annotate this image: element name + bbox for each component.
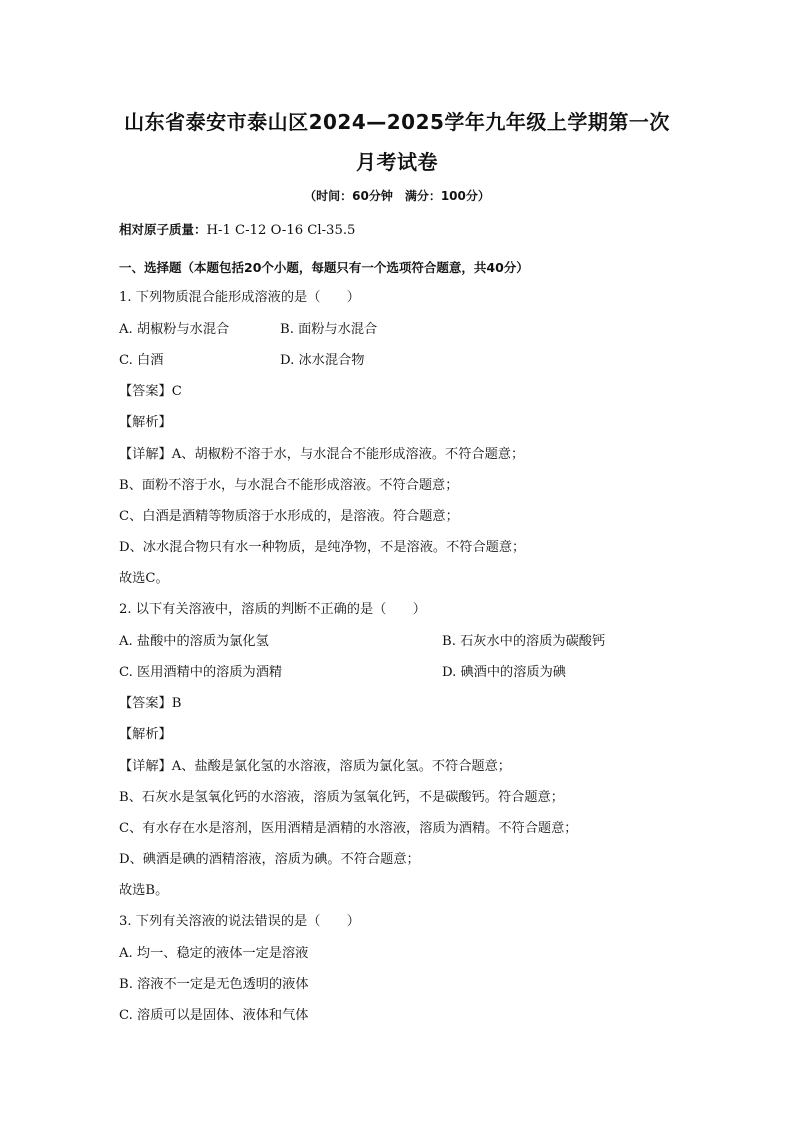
q1-conclusion: 故选C。 bbox=[119, 571, 169, 586]
q1-option-d: D. 冰水混合物 bbox=[280, 353, 365, 368]
q2-detail: 【详解】A、盐酸是氯化氢的水溶液，溶质为氯化氢。不符合题意； bbox=[119, 759, 511, 774]
q2-conclusion: 故选B。 bbox=[119, 883, 169, 898]
q1-analysis: 【解析】 bbox=[119, 415, 172, 430]
q1-detail: 【详解】A、胡椒粉不溶于水，与水混合不能形成溶液。不符合题意； bbox=[119, 447, 525, 462]
page-title-line1: 山东省泰安市泰山区2024—2025学年九年级上学期第一次 bbox=[124, 110, 670, 134]
q3-option-c: C. 溶质可以是固体、液体和气体 bbox=[119, 1008, 309, 1023]
q3-option-b: B. 溶液不一定是无色透明的液体 bbox=[119, 977, 309, 992]
section-title: 一、选择题（本题包括20个小题，每题只有一个选项符合题意，共40分） bbox=[119, 260, 529, 275]
q1-stem: 1. 下列物质混合能形成溶液的是（ ） bbox=[119, 290, 360, 305]
atomic-mass-values: H-1 C-12 O-16 Cl-35.5 bbox=[206, 223, 356, 238]
q2-option-d: D. 碘酒中的溶质为碘 bbox=[442, 665, 566, 680]
q2-line-d: D、碘酒是碘的酒精溶液，溶质为碘。不符合题意； bbox=[119, 852, 420, 867]
atomic-mass-row bbox=[119, 221, 355, 240]
q1-line-b: B、面粉不溶于水，与水混合不能形成溶液。不符合题意； bbox=[119, 478, 459, 493]
page-title-line2: 月考试卷 bbox=[356, 150, 438, 174]
q1-option-a: A. 胡椒粉与水混合 bbox=[119, 322, 230, 337]
atomic-mass-label: 相对原子质量： bbox=[119, 222, 207, 237]
exam-info: （时间：60分钟 满分：100分） bbox=[304, 189, 490, 203]
q1-option-c: C. 白酒 bbox=[119, 353, 164, 368]
q3-option-a: A. 均一、稳定的液体一定是溶液 bbox=[119, 946, 309, 961]
q2-option-a: A. 盐酸中的溶质为氯化氢 bbox=[119, 634, 269, 649]
q2-analysis: 【解析】 bbox=[119, 727, 172, 742]
q1-line-d: D、冰水混合物只有水一种物质，是纯净物，不是溶液。不符合题意； bbox=[119, 540, 526, 555]
q1-option-b: B. 面粉与水混合 bbox=[280, 322, 378, 337]
q2-stem: 2. 以下有关溶液中，溶质的判断不正确的是（ ） bbox=[119, 602, 426, 617]
q1-answer: 【答案】C bbox=[119, 384, 182, 399]
q2-option-c: C. 医用酒精中的溶质为酒精 bbox=[119, 665, 283, 680]
q3-stem: 3. 下列有关溶液的说法错误的是（ ） bbox=[119, 914, 360, 929]
q2-line-c: C、有水存在水是溶剂，医用酒精是酒精的水溶液，溶质为酒精。不符合题意； bbox=[119, 821, 578, 836]
q2-line-b: B、石灰水是氢氧化钙的水溶液，溶质为氢氧化钙，不是碳酸钙。符合题意； bbox=[119, 790, 564, 805]
q1-line-c: C、白酒是酒精等物质溶于水形成的，是溶液。符合题意； bbox=[119, 509, 459, 524]
q2-answer: 【答案】B bbox=[119, 696, 182, 711]
q2-option-b: B. 石灰水中的溶质为碳酸钙 bbox=[442, 634, 606, 649]
